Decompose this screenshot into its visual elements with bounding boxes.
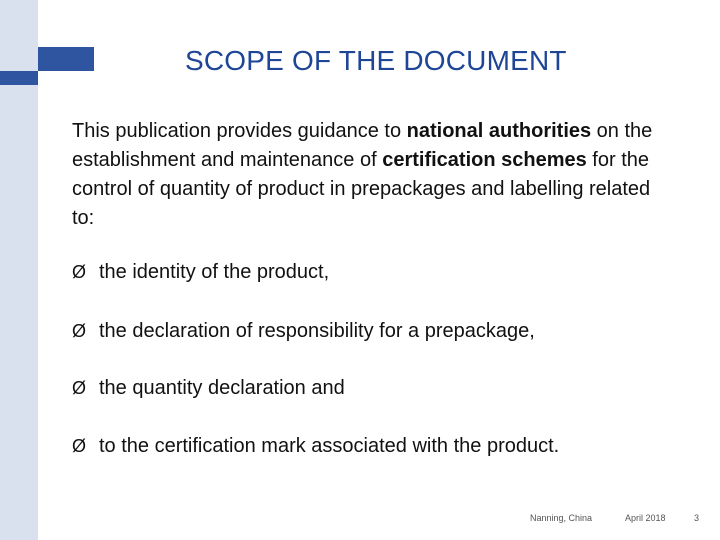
intro-bold-certification-schemes: certification schemes [382,149,587,171]
arrow-bullet-icon: Ø [72,436,87,456]
bullet-text: the quantity declaration and [99,377,345,399]
arrow-bullet-icon: Ø [72,378,87,398]
intro-paragraph [72,117,672,233]
bullet-text: the identity of the product, [99,261,330,283]
bullet-item [72,261,329,284]
intro-text-2: on the establishment and maintenance of [72,120,653,171]
intro-text-3: for the control of quantity of product in prepackages and labelling related to: [72,149,651,229]
bullet-item [72,435,559,458]
footer-page-number: 3 [694,513,700,523]
bullet-text: to the certification mark associated with the product. [99,435,560,457]
arrow-bullet-icon: Ø [72,262,87,282]
intro-bold-national-authorities: national authorities [406,120,592,142]
intro-text-1: This publication provides guidance to [72,120,407,142]
slide-title: SCOPE OF THE DOCUMENT [185,45,567,76]
bullet-item [72,320,535,343]
footer-place: Nanning, China [530,513,593,523]
bullet-item [72,377,345,400]
accent-bar [38,47,94,71]
bullet-text: the declaration of responsibility for a prepackage, [99,320,535,342]
footer-date: April 2018 [625,513,666,523]
accent-line [0,71,38,85]
arrow-bullet-icon: Ø [72,321,87,341]
